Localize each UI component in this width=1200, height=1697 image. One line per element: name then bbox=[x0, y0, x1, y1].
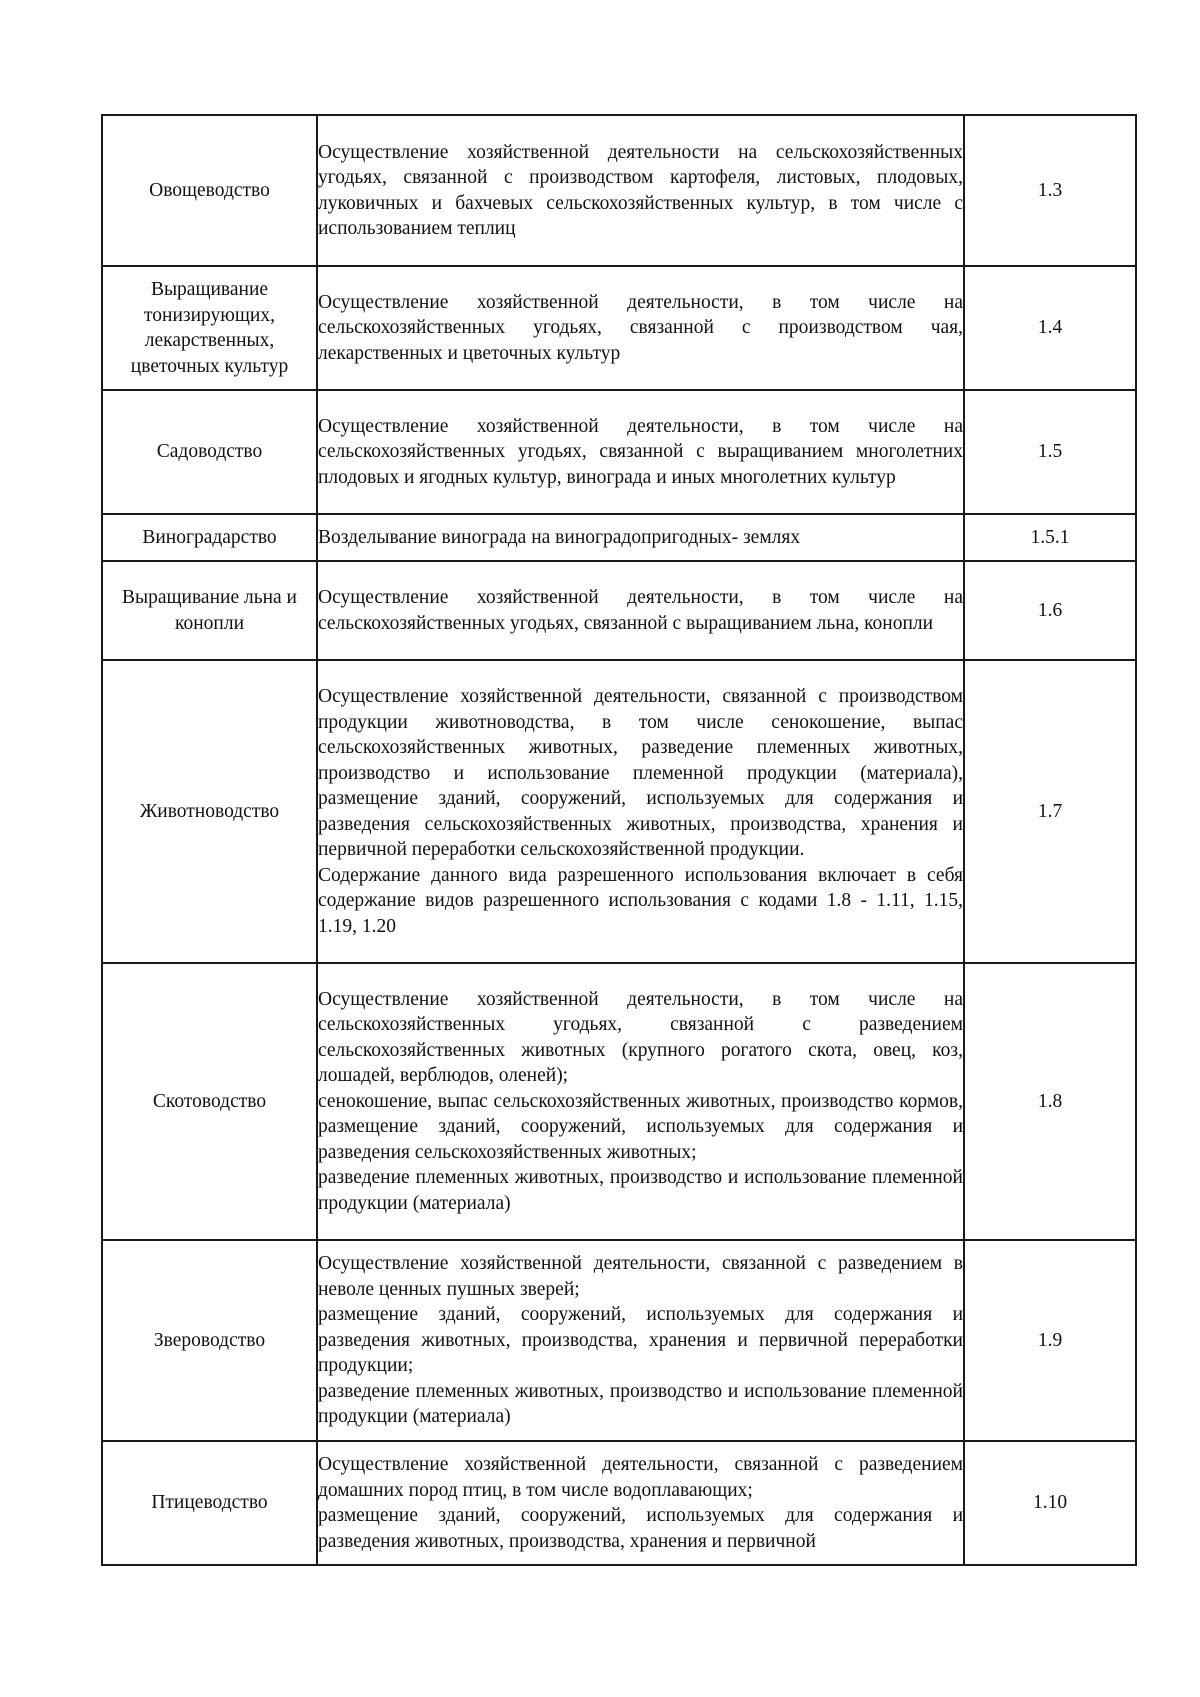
use-code: 1.10 bbox=[1032, 1492, 1068, 1514]
use-name-cell bbox=[102, 561, 317, 660]
table-row bbox=[102, 963, 1136, 1240]
use-code: 1.3 bbox=[1037, 179, 1063, 201]
use-code-cell bbox=[964, 514, 1136, 561]
description-paragraph: Осуществление хозяйственной деятельности, связанной с разведением домашних пород птиц, в том числе водоплавающих; bbox=[318, 1454, 963, 1501]
use-description-cell bbox=[317, 660, 964, 963]
use-name: Птицеводство bbox=[151, 1492, 268, 1514]
use-description-cell bbox=[317, 390, 964, 514]
table-row bbox=[102, 115, 1136, 266]
use-name: Скотоводство bbox=[152, 1090, 267, 1112]
use-code-cell bbox=[964, 963, 1136, 1240]
use-name: Животноводство bbox=[139, 800, 280, 822]
use-code: 1.8 bbox=[1037, 1090, 1063, 1112]
description-paragraph: разведение племенных животных, производство и использование племенной продукции (материала) bbox=[318, 1167, 963, 1214]
table-row bbox=[102, 660, 1136, 963]
use-name-cell bbox=[102, 1240, 317, 1441]
description-paragraph: Осуществление хозяйственной деятельности, в том числе на сельскохозяйственных угодьях, связанной с выращиванием льна, конопли bbox=[318, 587, 963, 634]
use-code: 1.9 bbox=[1037, 1329, 1063, 1351]
use-name: Звероводство bbox=[153, 1329, 266, 1351]
use-description-cell bbox=[317, 1240, 964, 1441]
use-name-cell bbox=[102, 660, 317, 963]
use-code: 1.5.1 bbox=[1030, 526, 1070, 548]
use-description-cell bbox=[317, 1441, 964, 1565]
table-row bbox=[102, 1441, 1136, 1565]
use-name-cell bbox=[102, 514, 317, 561]
description-paragraph: размещение зданий, сооружений, используемых для содержания и разведения животных, производства, хранения и первичной bbox=[318, 1505, 963, 1552]
use-code-cell bbox=[964, 390, 1136, 514]
use-code-cell bbox=[964, 660, 1136, 963]
description-paragraph: Осуществление хозяйственной деятельности, в том числе на сельскохозяйственных угодьях, связанной с разведением сельскохозяйственных животных (крупного рогатого скота, овец, коз, лошадей, верблюдов, оленей); bbox=[318, 988, 963, 1087]
use-code-cell bbox=[964, 115, 1136, 266]
description-paragraph: Осуществление хозяйственной деятельности, в том числе на сельскохозяйственных угодьях, связанной с выращиванием многолетних плодовых и ягодных культур, винограда и иных многолетних культур bbox=[318, 415, 963, 488]
use-name: Выращивание льна и конопли bbox=[122, 587, 297, 634]
use-code: 1.4 bbox=[1037, 317, 1063, 339]
description-paragraph: Возделывание винограда на виноградопригодных- землях bbox=[318, 526, 801, 548]
use-name: Выращивание тонизирующих, лекарственных, цветочных культур bbox=[130, 279, 289, 377]
table-row bbox=[102, 266, 1136, 390]
land-use-table bbox=[101, 114, 1137, 1566]
use-code: 1.5 bbox=[1037, 441, 1063, 463]
use-name-cell bbox=[102, 1441, 317, 1565]
description-paragraph: Осуществление хозяйственной деятельности, связанной с разведением в неволе ценных пушных зверей; bbox=[318, 1253, 963, 1300]
use-name-cell bbox=[102, 115, 317, 266]
description-paragraph: размещение зданий, сооружений, используемых для содержания и разведения животных, производства, хранения и первичной переработки продукции; bbox=[318, 1304, 963, 1377]
use-name-cell bbox=[102, 266, 317, 390]
use-name-cell bbox=[102, 390, 317, 514]
use-description-cell bbox=[317, 266, 964, 390]
description-paragraph: Осуществление хозяйственной деятельности, связанной с производством продукции животноводства, в том числе сенокошение, выпас сельскохозяйственных животных, разведение племенных животных, производство и использование племенной продукции (материала), размещение зданий, сооружений, используемых для содержания и разведения сельскохозяйственных животных, производства, хранения и первичной переработки сельскохозяйственной продукции. bbox=[318, 686, 963, 860]
use-code: 1.7 bbox=[1037, 800, 1063, 822]
use-code: 1.6 bbox=[1037, 599, 1063, 621]
table-row bbox=[102, 561, 1136, 660]
use-description-cell bbox=[317, 963, 964, 1240]
description-paragraph: Осуществление хозяйственной деятельности на сельскохозяйственных угодьях, связанной с производством картофеля, листовых, плодовых, луковичных и бахчевых сельскохозяйственных культур, в том числе с использованием теплиц bbox=[318, 141, 963, 239]
table-row bbox=[102, 390, 1136, 514]
use-description-cell bbox=[317, 514, 964, 561]
use-name: Виноградарство bbox=[142, 526, 277, 548]
use-name: Овощеводство bbox=[149, 179, 270, 201]
use-code-cell bbox=[964, 266, 1136, 390]
use-code-cell bbox=[964, 1441, 1136, 1565]
description-paragraph: Осуществление хозяйственной деятельности, в том числе на сельскохозяйственных угодьях, связанной с производством чая, лекарственных и цветочных культур bbox=[318, 291, 963, 364]
description-paragraph: сенокошение, выпас сельскохозяйственных животных, производство кормов, размещение зданий, сооружений, используемых для содержания и разведения сельскохозяйственных животных; bbox=[318, 1090, 963, 1163]
table-body bbox=[102, 115, 1136, 1565]
use-code-cell bbox=[964, 1240, 1136, 1441]
description-paragraph: Содержание данного вида разрешенного использования включает в себя содержание видов разрешенного использования с кодами 1.8 - 1.11, 1.15, 1.19, 1.20 bbox=[318, 864, 963, 937]
table-row bbox=[102, 1240, 1136, 1441]
use-description-cell bbox=[317, 561, 964, 660]
use-name-cell bbox=[102, 963, 317, 1240]
description-paragraph: разведение племенных животных, производство и использование племенной продукции (материала) bbox=[318, 1380, 963, 1428]
use-name: Садоводство bbox=[156, 441, 263, 463]
use-code-cell bbox=[964, 561, 1136, 660]
use-description-cell bbox=[317, 115, 964, 266]
table-row bbox=[102, 514, 1136, 561]
